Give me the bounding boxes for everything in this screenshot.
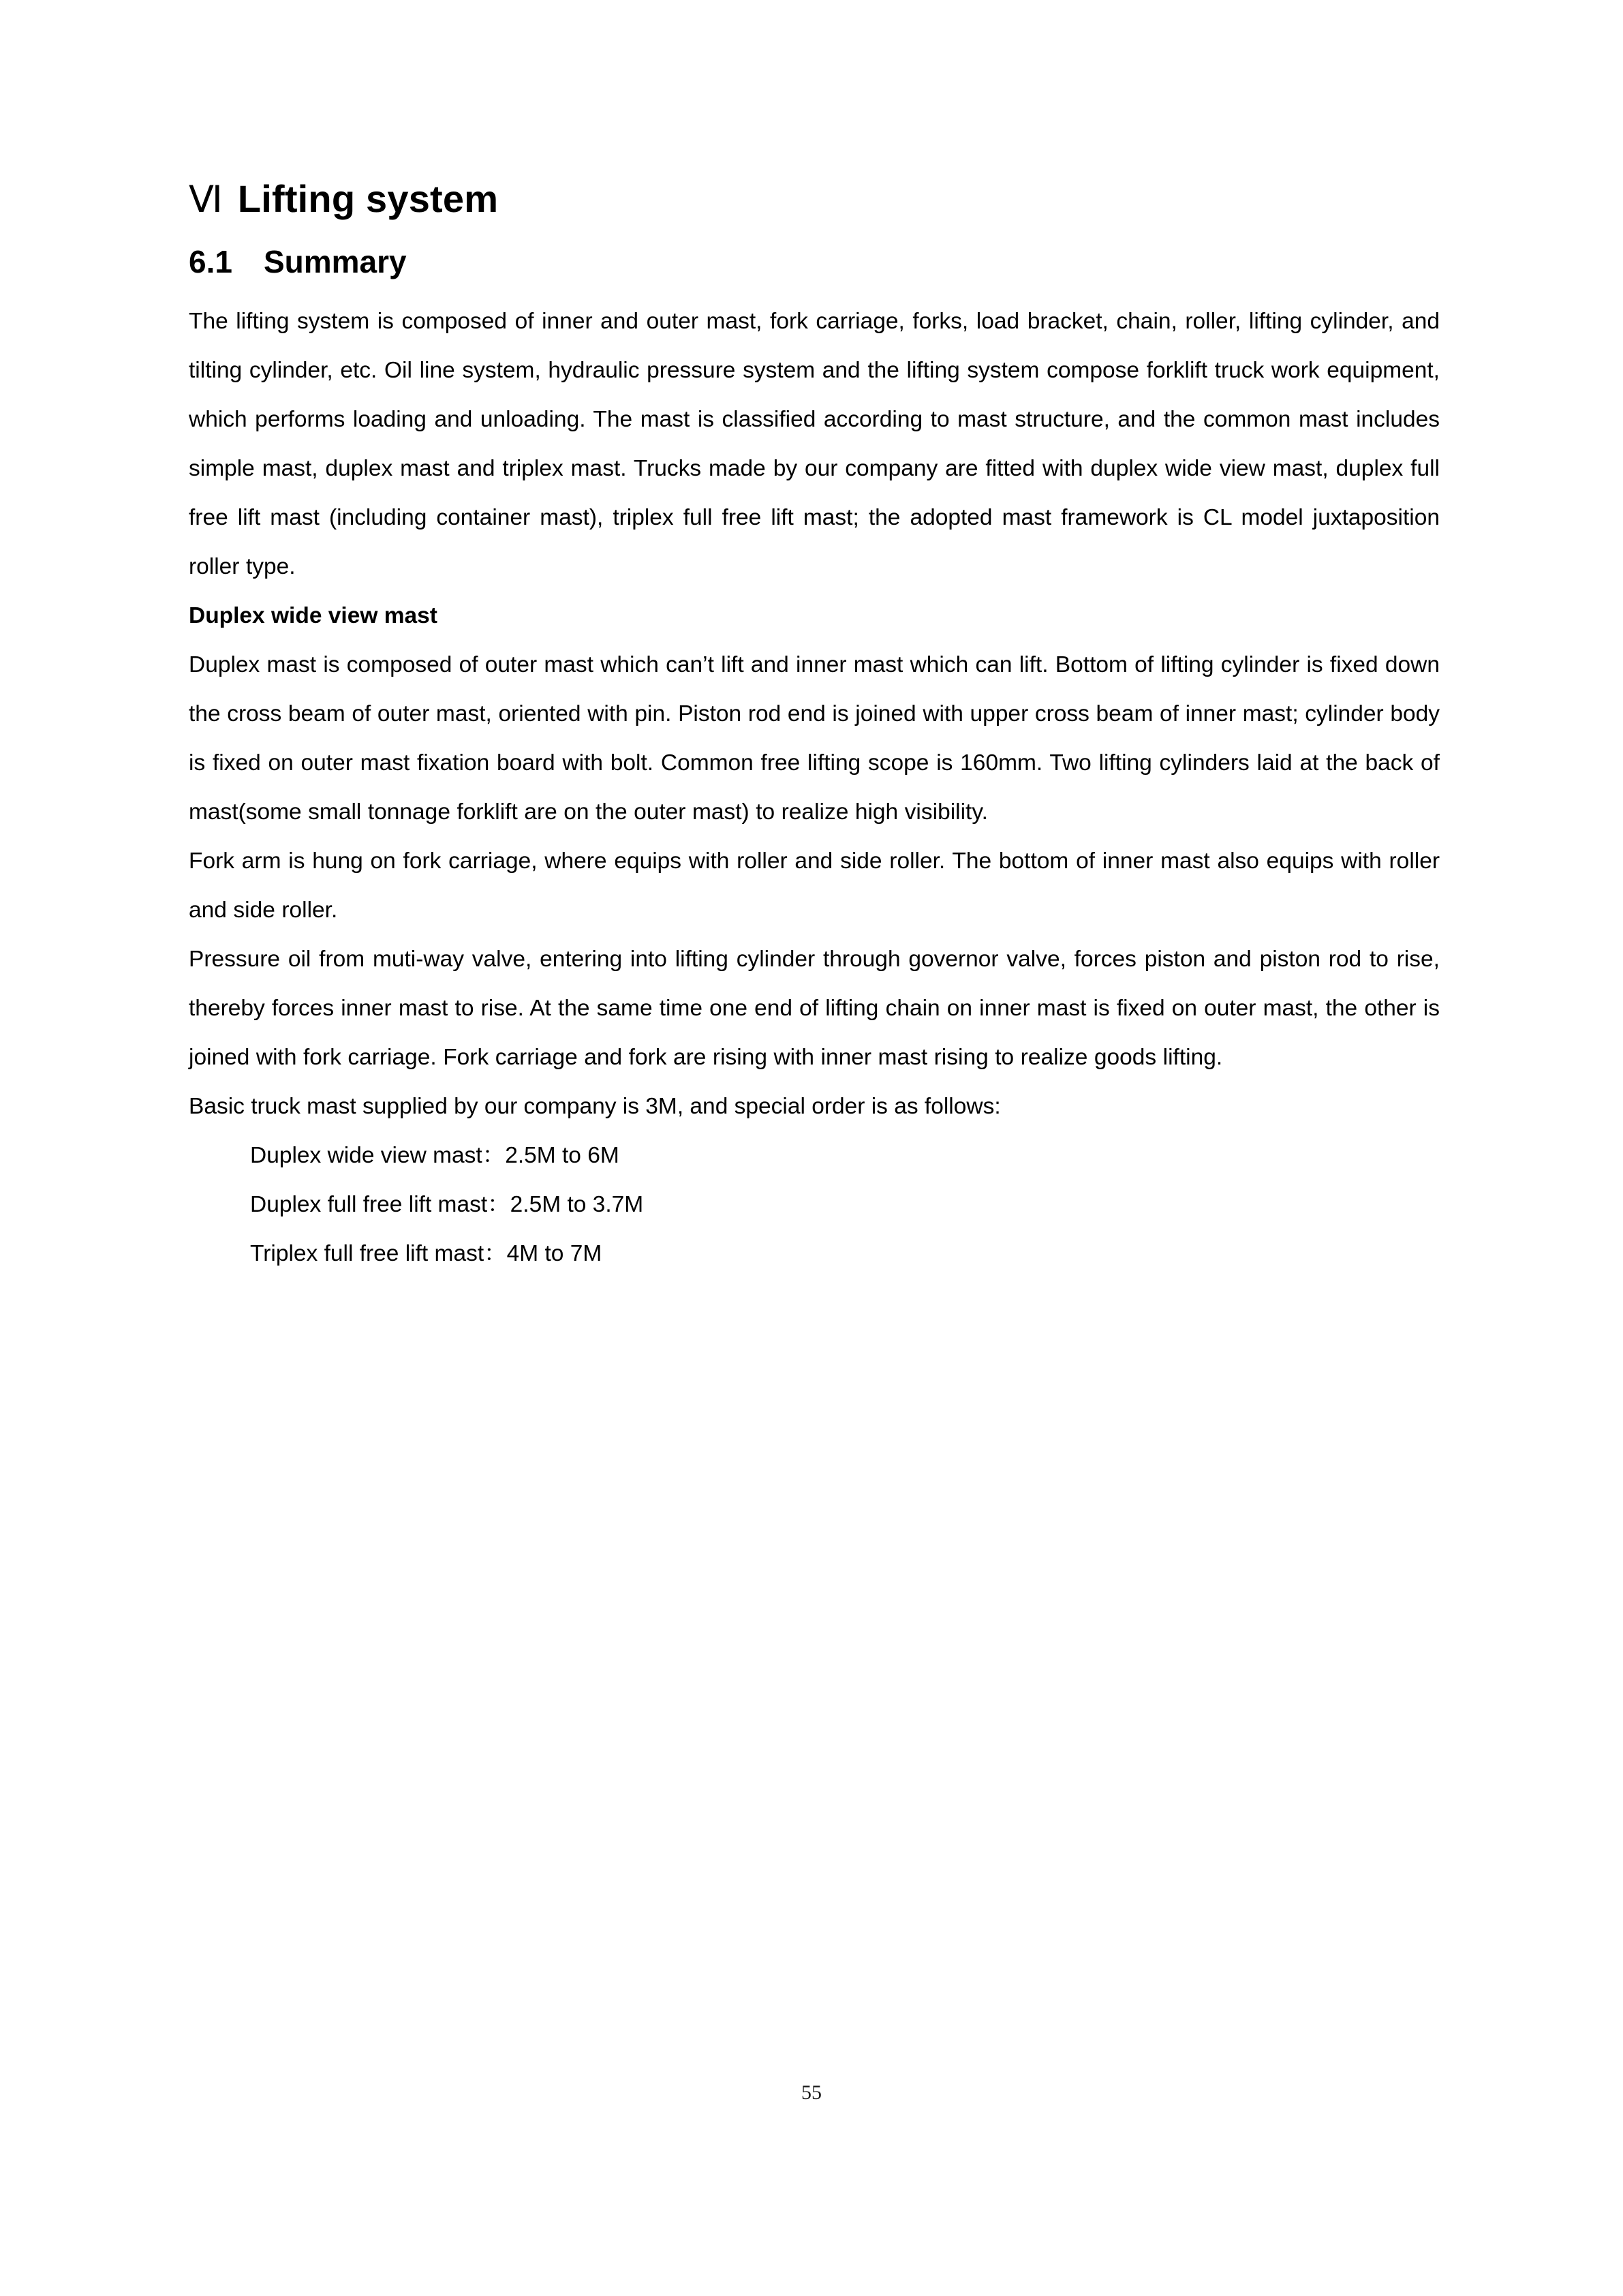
body-text-block [189, 297, 1440, 1279]
paragraph-summary-intro: The lifting system is composed of inner and outer mast, fork carriage, forks, load bracket, chain, roller, lifting cylinder, and tilting cylinder, etc. Oil line system, hydraulic pressure system and the lifting system compose forklift truck work equipment, which performs loading and unloading. The mast is classified according to mast structure, and the common mast includes simple mast, duplex mast and triplex mast. Trucks made by our company are fitted with duplex wide view mast, duplex full free lift mast (including container mast), triplex full free lift mast; the adopted mast framework is CL model juxtaposition roller type. [189, 309, 1440, 580]
paragraph-pressure-oil: Pressure oil from muti-way valve, entering into lifting cylinder through governor valve, forces piston and piston rod to rise, thereby forces inner mast to rise. At the same time one end of lifting chain on inner mast is fixed on outer mast, the other is joined with fork carriage. Fork carriage and fork are rising with inner mast rising to realize goods lifting. [189, 947, 1440, 1071]
list-item [189, 1131, 1440, 1180]
section-title-text: Summary [263, 244, 407, 280]
section-heading [189, 245, 1440, 279]
paragraph-fork-arm: Fork arm is hung on fork carriage, where equips with roller and side roller. The bottom of inner mast also equips with roller and side roller. [189, 848, 1440, 923]
list-item [189, 1180, 1440, 1229]
chapter-numeral: Ⅵ [189, 179, 223, 220]
list-item [189, 1229, 1440, 1279]
mast-spec-separator: ： [482, 1143, 506, 1169]
page-title [189, 179, 1440, 219]
mast-spec-label: Triplex full free lift mast [250, 1241, 484, 1267]
mast-spec-separator: ： [484, 1241, 507, 1267]
paragraph-basic-truck-mast: Basic truck mast supplied by our company is 3M, and special order is as follows: [189, 1094, 1001, 1120]
mast-spec-separator: ： [487, 1192, 510, 1218]
page-content [189, 179, 1440, 1279]
chapter-title-text: Lifting system [237, 177, 499, 220]
mast-spec-label: Duplex full free lift mast [250, 1192, 488, 1218]
section-number: 6.1 [189, 244, 232, 280]
mast-spec-value: 4M to 7M [506, 1241, 602, 1267]
subheading-duplex-wide-view-mast: Duplex wide view mast [189, 603, 437, 629]
mast-spec-value: 2.5M to 6M [505, 1143, 619, 1169]
mast-spec-label: Duplex wide view mast [250, 1143, 482, 1169]
page-footer [0, 2083, 1623, 2103]
mast-spec-value: 2.5M to 3.7M [510, 1192, 644, 1218]
page-number: 55 [801, 2081, 822, 2104]
paragraph-duplex-mast-composition: Duplex mast is composed of outer mast which can’t lift and inner mast which can lift. Bottom of lifting cylinder is fixed down the cross beam of outer mast, oriented with pin. Piston rod end is joined with upper cross beam of inner mast; cylinder body is fixed on outer mast fixation board with bolt. Common free lifting scope is 160mm. Two lifting cylinders laid at the back of mast(some small tonnage forklift are on the outer mast) to realize high visibility. [189, 652, 1440, 825]
